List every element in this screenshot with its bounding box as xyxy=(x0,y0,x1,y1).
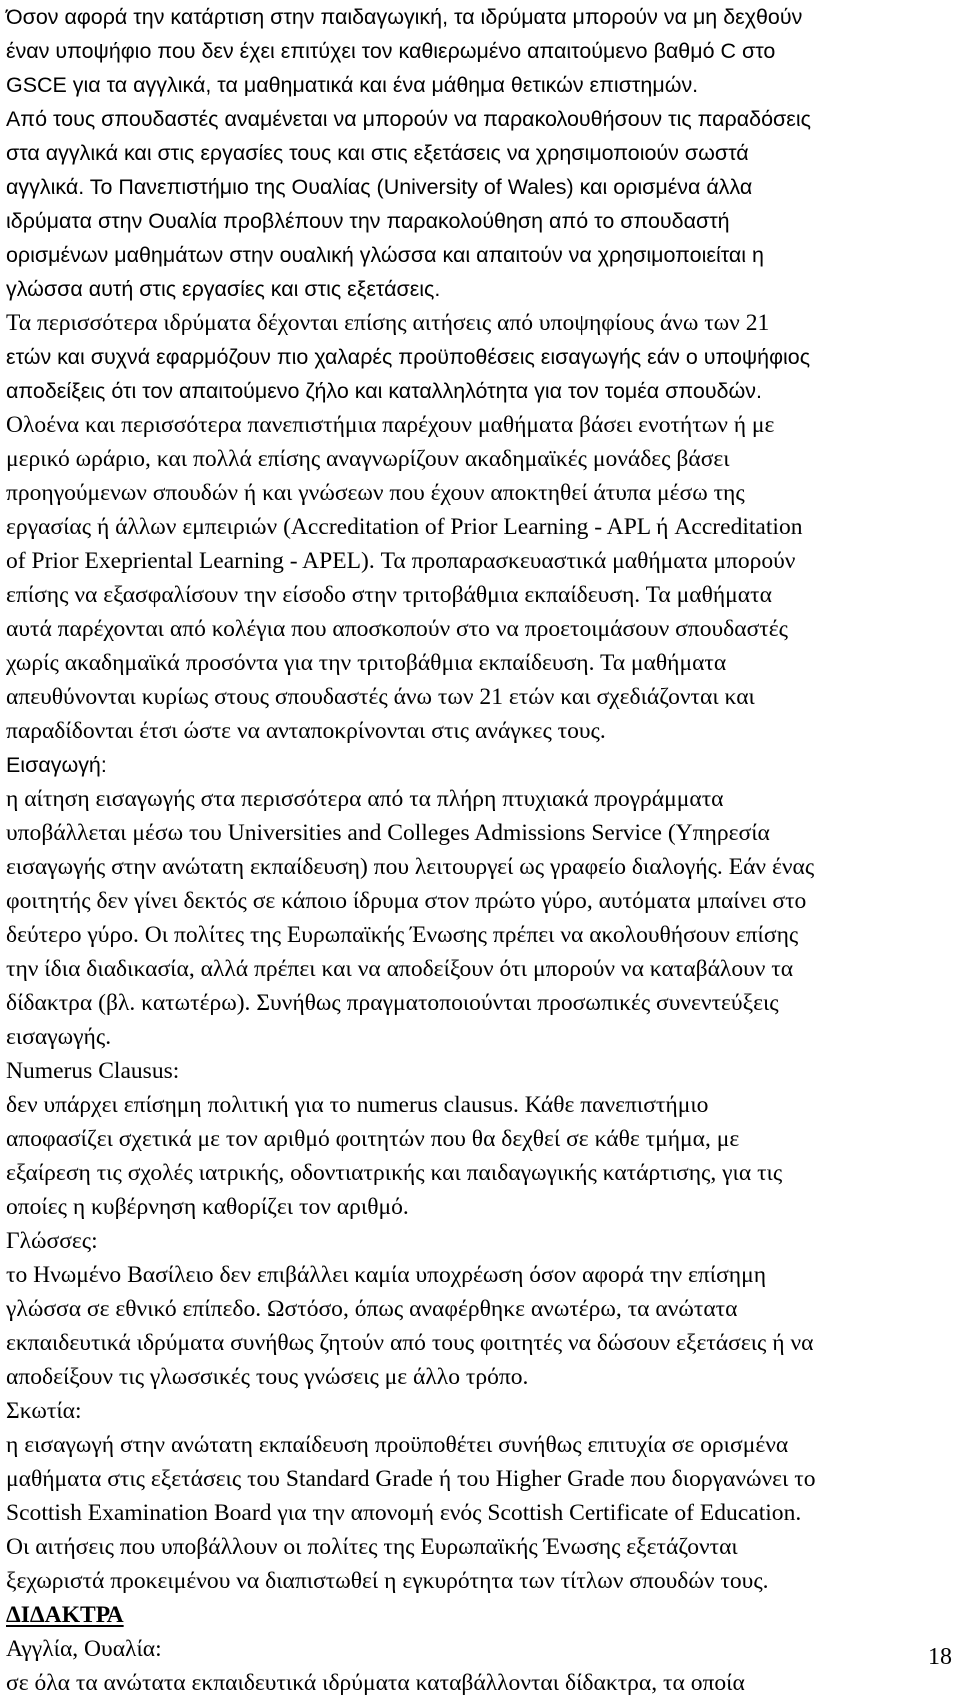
text-line: απευθύνονται κυρίως στους σπουδαστές άνω των 21 ετών και σχεδιάζονται και xyxy=(6,684,755,710)
section-label-languages: Γλώσσες: xyxy=(6,1228,98,1254)
page-number: 18 xyxy=(928,1644,952,1670)
text-line: εισαγωγής στην ανώτατη εκπαίδευση) που λειτουργεί ως γραφείο διαλογής. Εάν ένας xyxy=(6,854,815,880)
text-line: δίδακτρα (βλ. κατωτέρω). Συνήθως πραγματοποιούνται προσωπικές συνεντεύξεις xyxy=(6,990,779,1016)
section-label-numerus-clausus: Numerus Clausus: xyxy=(6,1058,180,1084)
text-line: χωρίς ακαδημαϊκά προσόντα για την τριτοβάθμια εκπαίδευση. Τα μαθήματα xyxy=(6,650,727,676)
text-line: φοιτητής δεν γίνει δεκτός σε κάποιο ίδρυμα στον πρώτο γύρο, αυτόματα μπαίνει στο xyxy=(6,888,807,914)
text-line: γλώσσα σε εθνικό επίπεδο. Ωστόσο, όπως αναφέρθηκε ανωτέρω, τα ανώτατα xyxy=(6,1296,738,1322)
text-line: μαθήματα στις εξετάσεις του Standard Grade ή του Higher Grade που διοργανώνει το xyxy=(6,1466,816,1492)
text-line: GSCE για τα αγγλικά, τα μαθηματικά και ένα μάθημα θετικών επιστημών. xyxy=(6,73,699,97)
section-heading-tuition: ΔΙΔΑΚΤΡΑ xyxy=(6,1602,124,1628)
text-line: στα αγγλικά και στις εργασίες τους και στις εξετάσεις να χρησιμοποιούν σωστά xyxy=(6,141,749,165)
text-line: έναν υποψήφιο που δεν έχει επιτύχει τον καθιερωμένο απαιτούμενο βαθμό C στο xyxy=(6,39,776,63)
text-line: η εισαγωγή στην ανώτατη εκπαίδευση προϋποθέτει συνήθως επιτυχία σε ορισμένα xyxy=(6,1432,789,1458)
text-line: η αίτηση εισαγωγής στα περισσότερα από τα πλήρη πτυχιακά προγράμματα xyxy=(6,786,724,812)
text-line: Ολοένα και περισσότερα πανεπιστήμια παρέχουν μαθήματα βάσει ενοτήτων ή με xyxy=(6,412,775,438)
document-body xyxy=(6,0,956,1700)
text-line: επίσης να εξασφαλίσουν την είσοδο στην τριτοβάθμια εκπαίδευση. Τα μαθήματα xyxy=(6,582,772,608)
section-label-scotland: Σκωτία: xyxy=(6,1398,82,1424)
section-label-england-wales: Αγγλία, Ουαλία: xyxy=(6,1636,162,1662)
text-line: ξεχωριστά προκειμένου να διαπιστωθεί η εγκυρότητα των τίτλων σπουδών τους. xyxy=(6,1568,769,1594)
text-line: αγγλικά. Το Πανεπιστήμιο της Ουαλίας (University of Wales) και ορισμένα άλλα xyxy=(6,175,753,199)
text-line: εργασίας ή άλλων εμπειριών (Accreditation of Prior Learning - APL ή Accreditation xyxy=(6,514,803,540)
text-line: ιδρύματα στην Ουαλία προβλέπουν την παρακολούθηση από το σπουδαστή xyxy=(6,209,730,233)
text-line: την ίδια διαδικασία, αλλά πρέπει και να αποδείξουν ότι μπορούν να καταβάλουν τα xyxy=(6,956,794,982)
text-line: οποίες η κυβέρνηση καθορίζει τον αριθμό. xyxy=(6,1194,409,1220)
text-line: Scottish Examination Board για την απονομή ενός Scottish Certificate of Education. xyxy=(6,1500,802,1526)
text-line: ετών και συχνά εφαρμόζουν πιο χαλαρές προϋποθέσεις εισαγωγής εάν ο υποψήφιος xyxy=(6,345,811,369)
text-line: ορισμένων μαθημάτων στην ουαλική γλώσσα και απαιτούν να χρησιμοποιείται η xyxy=(6,243,764,267)
text-line: εκπαιδευτικά ιδρύματα συνήθως ζητούν από τους φοιτητές να δώσουν εξετάσεις ή να xyxy=(6,1330,814,1356)
text-line: αποφασίζει σχετικά με τον αριθμό φοιτητών που θα δεχθεί σε κάθε τμήμα, με xyxy=(6,1126,740,1152)
text-line: δεύτερο γύρο. Οι πολίτες της Ευρωπαϊκής Ένωσης πρέπει να ακολουθήσουν επίσης xyxy=(6,922,799,948)
text-line: παραδίδονται έτσι ώστε να ανταποκρίνονται στις ανάγκες τους. xyxy=(6,718,606,744)
text-line: εξαίρεση τις σχολές ιατρικής, οδοντιατρικής και παιδαγωγικής κατάρτισης, για τις xyxy=(6,1160,783,1186)
text-line: Τα περισσότερα ιδρύματα δέχονται επίσης αιτήσεις από υποψηφίους άνω των 21 xyxy=(6,310,770,336)
text-line: προηγούμενων σπουδών ή και γνώσεων που έχουν αποκτηθεί άτυπα μέσω της xyxy=(6,480,745,506)
text-line: υποβάλλεται μέσω του Universities and Colleges Admissions Service (Υπηρεσία xyxy=(6,820,770,846)
text-line: το Ηνωμένο Βασίλειο δεν επιβάλλει καμία υποχρέωση όσον αφορά την επίσημη xyxy=(6,1262,767,1288)
text-line: μερικό ωράριο, και πολλά επίσης αναγνωρίζουν ακαδημαϊκές μονάδες βάσει xyxy=(6,446,730,472)
text-line: αποδείξουν τις γλωσσικές τους γνώσεις με άλλο τρόπο. xyxy=(6,1364,529,1390)
text-line: αποδείξεις ότι τον απαιτούμενο ζήλο και καταλληλότητα για τον τομέα σπουδών. xyxy=(6,379,762,403)
text-line: εισαγωγής. xyxy=(6,1024,112,1050)
text-line: Οι αιτήσεις που υποβάλλουν οι πολίτες της Ευρωπαϊκής Ένωσης εξετάζονται xyxy=(6,1534,738,1560)
text-line: Από τους σπουδαστές αναμένεται να μπορούν να παρακολουθήσουν τις παραδόσεις xyxy=(6,107,811,131)
section-label-admission: Εισαγωγή: xyxy=(6,753,107,777)
text-line: γλώσσα αυτή στις εργασίες και στις εξετάσεις. xyxy=(6,277,441,301)
text-line: Όσον αφορά την κατάρτιση στην παιδαγωγική, τα ιδρύματα μπορούν να μη δεχθούν xyxy=(6,5,803,29)
text-line: αυτά παρέχονται από κολέγια που αποσκοπούν στο να προετοιμάσουν σπουδαστές xyxy=(6,616,788,642)
text-line: of Prior Exepriental Learning - APEL). Τα προπαρασκευαστικά μαθήματα μπορούν xyxy=(6,548,796,574)
text-line: σε όλα τα ανώτατα εκπαιδευτικά ιδρύματα καταβάλλονται δίδακτρα, τα οποία xyxy=(6,1670,745,1696)
text-line: δεν υπάρχει επίσημη πολιτική για το numerus clausus. Κάθε πανεπιστήμιο xyxy=(6,1092,709,1118)
